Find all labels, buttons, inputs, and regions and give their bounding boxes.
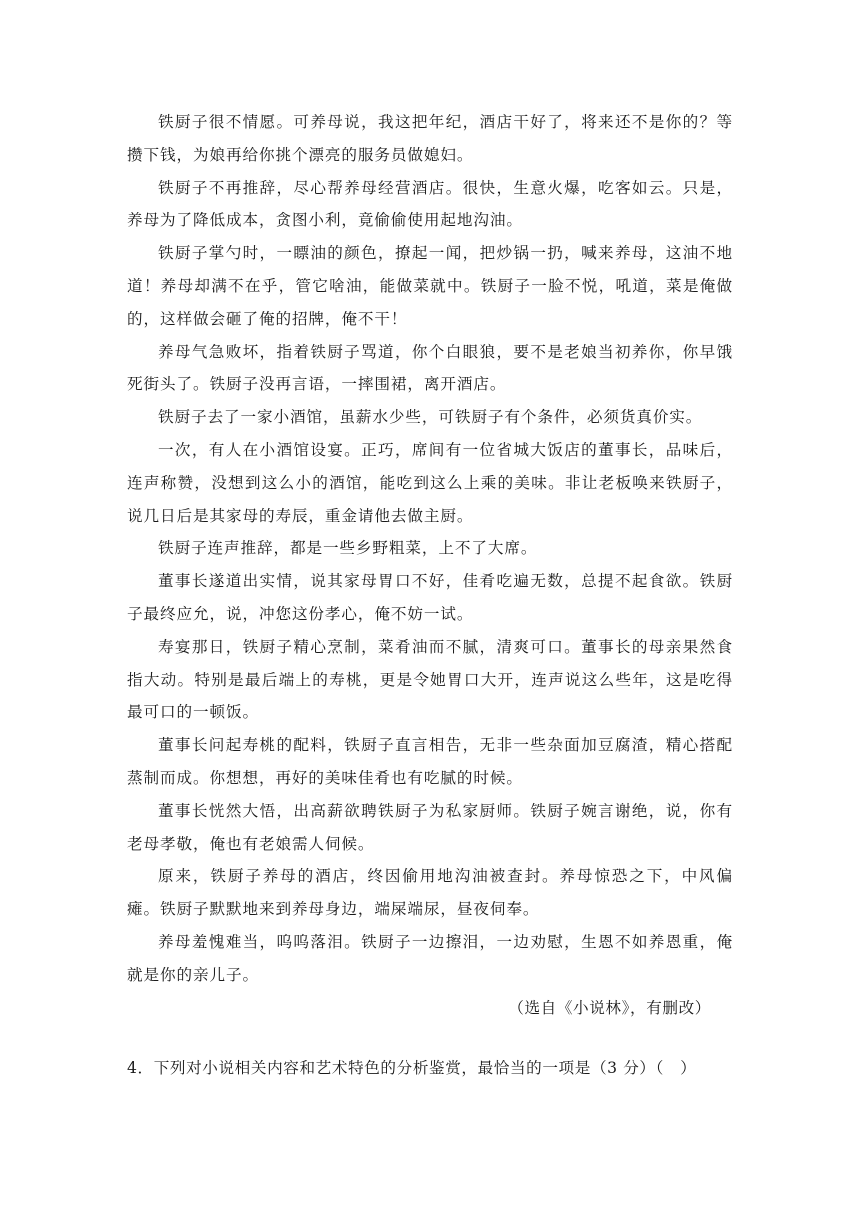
- story-paragraph: 养母羞愧难当，呜呜落泪。铁厨子一边擦泪，一边劝慰，生恩不如养恩重，俺就是你的亲儿子。: [127, 932, 733, 984]
- question-4: 4．下列对小说相关内容和艺术特色的分析鉴赏，最恰当的一项是（3 分）（ ）: [127, 1059, 697, 1077]
- story-paragraph: 铁厨子连声推辞，都是一些乡野粗菜，上不了大席。: [158, 539, 538, 558]
- source-citation: （选自《小说林》，有删改）: [508, 998, 711, 1017]
- story-paragraph: 原来，铁厨子养母的酒店，终因偷用地沟油被查封。养母惊恐之下，中风偏瘫。铁厨子默默地来到养母身边，端屎端尿，昼夜伺奉。: [127, 867, 733, 919]
- story-paragraph: 寿宴那日，铁厨子精心烹制，菜肴油而不腻，清爽可口。董事长的母亲果然食指大动。特别是最后端上的寿桃，更是令她胃口大开，连声说这么些年，这是吃得最可口的一顿饭。: [127, 637, 733, 722]
- story-paragraph: 铁厨子掌勺时，一瞟油的颜色，撩起一闻，把炒锅一扔，喊来养母，这油不地道！养母却满不在乎，管它啥油，能做菜就中。铁厨子一脸不悦，吼道，菜是俺做的，这样做会砸了俺的招牌，俺不干！: [127, 244, 733, 328]
- story-paragraph: 一次，有人在小酒馆设宴。正巧，席间有一位省城大饭店的董事长，品味后，连声称赞，没想到这么小的酒馆，能吃到这么上乘的美味。非让老板唤来铁厨子，说几日后是其家母的寿辰，重金请他去做主厨。: [127, 440, 733, 525]
- story-paragraph: 铁厨子去了一家小酒馆，虽薪水少些，可铁厨子有个条件，必须货真价实。: [158, 408, 703, 427]
- story-paragraph: 董事长恍然大悟，出高薪欲聘铁厨子为私家厨师。铁厨子婉言谢绝，说，你有老母孝敬，俺也有老娘需人伺候。: [127, 801, 733, 853]
- story-paragraph: 养母气急败坏，指着铁厨子骂道，你个白眼狼，要不是老娘当初养你，你早饿死街头了。铁厨子没再言语，一摔围裙，离开酒店。: [127, 342, 733, 394]
- story-paragraph: 铁厨子很不情愿。可养母说，我这把年纪，酒店干好了，将来还不是你的？等攒下钱，为娘再给你挑个漂亮的服务员做媳妇。: [127, 113, 733, 164]
- story-text: [127, 106, 733, 1024]
- story-paragraph: 董事长遂道出实情，说其家母胃口不好，佳肴吃遍无数，总提不起食欲。铁厨子最终应允，说，冲您这份孝心，俺不妨一试。: [127, 572, 733, 623]
- story-paragraph: 铁厨子不再推辞，尽心帮养母经营酒店。很快，生意火爆，吃客如云。只是，养母为了降低成本，贪图小利，竟偷偷使用起地沟油。: [127, 178, 733, 230]
- story-paragraph: 董事长问起寿桃的配料，铁厨子直言相告，无非一些杂面加豆腐渣，精心搭配蒸制而成。你想想，再好的美味佳肴也有吃腻的时候。: [127, 736, 733, 787]
